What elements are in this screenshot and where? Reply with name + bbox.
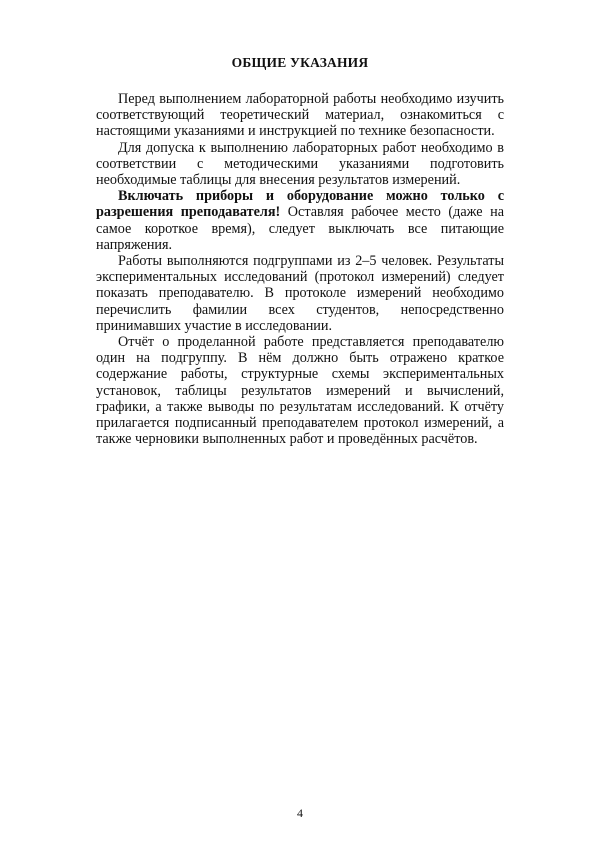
paragraph-3 (96, 188, 504, 253)
paragraph-2 (96, 140, 504, 189)
page-number: 4 (297, 806, 303, 820)
page-content (96, 55, 504, 447)
paragraph-4 (96, 253, 504, 334)
safety-warning: Включать приборы и оборудование можно только с разрешения преподавателя! (96, 188, 504, 221)
paragraph-1 (96, 91, 504, 140)
paragraph-text: Работы выполняются подгруппами из 2–5 человек. Результаты экспериментальных исследований (протокол измерений) следует показать преподавателю. В протоколе измерений необходимо перечислить фамилии всех студентов, непосредственно принимавших участие в исследовании. (96, 253, 504, 334)
paragraph-5 (96, 334, 504, 447)
section-title: ОБЩИЕ УКАЗАНИЯ (231, 55, 369, 70)
paragraph-text: Оставляя рабочее место (даже на самое короткое время), следует выключать все питающие напряжения. (96, 204, 504, 253)
paragraph-text: Для допуска к выполнению лабораторных работ необходимо в соответствии с методическими указаниями подготовить необходимые таблицы для внесения результатов измерений. (96, 139, 504, 189)
paragraph-text: Перед выполнением лабораторной работы необходимо изучить соответствующий теоретический материал, ознакомиться с настоящими указаниями и инструкцией по технике безопасности. (96, 91, 504, 140)
paragraph-text: Отчёт о проделанной работе представляется преподавателю один на подгруппу. В нём должно быть отражено краткое содержание работы, структурные схемы экспериментальных установок, таблицы результатов измерений и вычислений, графики, а также выводы по результатам исследований. К отчёту прилагается подписанный преподавателем протокол измерений, а также черновики выполненных работ и проведённых расчётов. (96, 334, 504, 448)
